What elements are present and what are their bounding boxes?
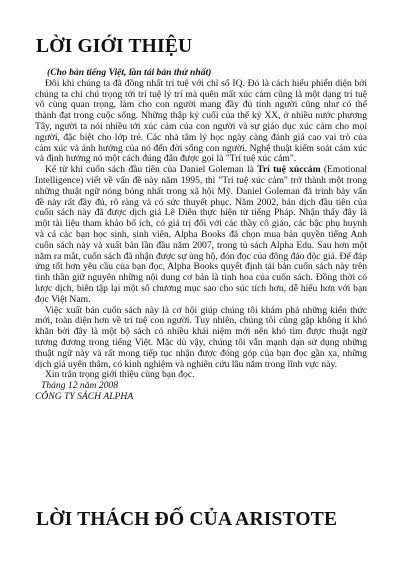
paragraph-2-lead: Kể từ khi cuốn sách đầu tiên của Daniel Goleman là [45,164,258,176]
paragraph-2 [35,165,367,305]
paragraph-4: Xin trân trọng giới thiệu cùng bạn đọc. [45,369,195,381]
intro-body [35,68,367,403]
paragraph-3: Việc xuất bản cuốn sách này là cơ hội giúp chúng tôi khám phá những kiến thức mới, toàn diện hơn về trí tuệ con người. Tuy nhiên, chúng tôi cũng gặp không ít khó khăn bởi đây là một bộ sách có nhiều khái niệm mới nên khó tìm được thuật ngữ tương đương trong tiếng Việt. Mặc dù vậy, chúng tôi vẫn mạnh dạn sử dụng những thuật ngữ này và rất mong tiếp tục nhận được đóng góp của bạn đọc gần xa, những dịch giả uyên thâm, có kinh nghiệm và nghiên cứu lâu năm trong lĩnh vực này. [35,304,367,370]
signature-publisher: CÔNG TY SÁCH ALPHA [35,390,134,402]
section-heading-next: LỜI THÁCH ĐỐ CỦA ARISTOTE [36,509,338,530]
section-heading-intro: LỜI GIỚI THIỆU [36,36,193,57]
signature-date: Tháng 12 năm 2008 [41,380,119,392]
paragraph-2-body: (Emotional Intelligence) viết về vấn đề này năm 1995, thì "Trí tuệ xúc cảm" trở thành một trong những thuật ngữ nóng bỏng nhất trong xã hội Mỹ. Daniel Goleman đã trình bày vấn đề này rất đầy đủ, rõ ràng và có sức thuyết phục. Năm 2002, bản dịch đầu tiên của cuốn sách này đã được dịch giả Lê Diên thực hiện từ tiếng Pháp. Nhận thấy đây là một tài liệu tham khảo bổ ích, có giá trị đối với các thầy cô giáo, các bậc phụ huynh và cả các bạn học sinh, sinh viên, Alpha Books đã chọn mua bản quyền tiếng Anh cuốn sách này và xuất bản lần đầu năm 2007, trong tủ sách Alpha Edu. Sau hơn một năm ra mắt, cuốn sách đã nhận được sự ủng hộ, đón đọc của đông đảo độc giả. Để đáp ứng tốt hơn yêu cầu của bạn đọc, Alpha Books quyết định tái bản cuốn sách này trên tinh thần giữ nguyên những nội dung cơ bản là tinh hoa của cuốn sách. Đồng thời có lược dịch, biên tập lại một số chương mục sao cho súc tích hơn, dễ hiểu hơn với bạn đọc Việt Nam. [35,164,367,305]
intro-subtitle: (Cho bản tiếng Việt, lần tái bản thứ nhất) [47,67,212,78]
paragraph-1: Đôi khi chúng ta đã đồng nhất trí tuệ với chỉ số IQ. Đó là cách hiểu phiến diện bởi chúng ta chỉ chú trọng tới trí tuệ lý trí mà quên mất xúc cảm cũng là một dạng trí tuệ vô cùng quan trọng, làm cho con người mang đầy đủ tính người cũng như có thể thành đạt trong cuộc sống. Những thập kỷ cuối của thế kỷ XX, ở nhiều nước phương Tây, người ta nói nhiều tới xúc cảm của con người và sự giáo dục xúc cảm cho mọi người, đặc biệt cho lớp trẻ. Các nhà tâm lý học ngày càng đánh giá cao vai trò của cảm xúc và ảnh hưởng của nó đến đời sống con người. Nghệ thuật kiểm soát cảm xúc và định hướng nó một cách đúng đắn được gọi là "Trí tuệ xúc cảm". [35,77,367,165]
book-title: Trí tuệ xúccảm [257,164,321,176]
